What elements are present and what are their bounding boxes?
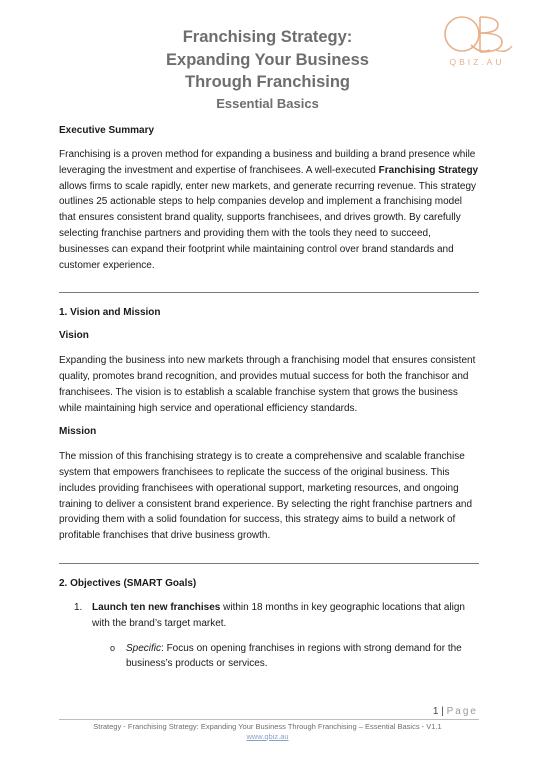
mission-heading: Mission xyxy=(59,426,97,438)
mission-paragraph: The mission of this franchising strategy is to create a comprehensive and scalable franchise system that empowers franchisees to replicate the success of the original business. This includes providing franchisees with operational support, marketing resources, and ongoing training to deliver a consistent brand experience. By selecting the right franchise partners and providing them with a solid foundation for success, this strategy aims to build a network of profitable franchises that drive business growth. xyxy=(59,451,473,542)
page-separator: | xyxy=(438,706,447,717)
sub-item-text: : Focus on opening franchises in regions with strong demand for the business’s products or services. xyxy=(126,642,462,670)
page-word: Page xyxy=(446,706,478,717)
list-item xyxy=(74,600,479,632)
list-item-text: within 18 months in key geographic locations that align with the brand’s target market. xyxy=(92,601,465,629)
summary-text-start: Franchising is a proven method for expanding a business and building a brand presence while leveraging the investment and expertise of franchisees. A well-executed xyxy=(59,149,476,176)
footer-text: Strategy - Franchising Strategy: Expanding Your Business Through Franchising – Essential Basics - V1.1 xyxy=(93,722,442,731)
document-title-line-2: Expanding Your Business xyxy=(166,50,369,69)
qbiz-logo xyxy=(440,12,514,72)
footer-divider xyxy=(59,719,479,720)
section-divider xyxy=(59,563,479,564)
document-title-line-1: Franchising Strategy: xyxy=(182,28,353,46)
vision-paragraph: Expanding the business into new markets through a franchising model that ensures consistent quality, promotes brand recognition, and provides mutual success for both the franchisor and franchisees. The vision is to establish a scalable franchise system that grows the business while maintaining high service and operational efficiency standards. xyxy=(59,355,476,414)
document-body xyxy=(59,124,479,672)
summary-bold-term: Franchising Strategy xyxy=(378,164,479,176)
document-title-line-3: Through Franchising xyxy=(185,73,350,91)
qb-logo-icon xyxy=(440,12,514,58)
page-number xyxy=(433,706,478,717)
executive-summary-paragraph xyxy=(59,147,479,273)
document-subtitle: Essential Basics xyxy=(216,95,319,111)
summary-text-end: allows firms to scale rapidly, enter new markets, and generate recurring revenue. This strategy outlines 25 actionable steps to help companies develop and implement a franchising model that ensures consistent brand quality, supports franchisees, and drives growth. By carefully selecting franchise partners and providing them with the tools they need to succeed, businesses can expand their footprint while maintaining control over brand standards and customer experience. xyxy=(59,180,477,271)
vision-heading: Vision xyxy=(59,330,89,342)
vision-mission-heading: 1. Vision and Mission xyxy=(59,307,161,319)
logo-tagline: QBIZ.AU xyxy=(449,57,505,67)
section-divider xyxy=(59,292,479,293)
list-item-number: 1. xyxy=(74,601,83,613)
sub-list-item xyxy=(92,641,479,673)
sub-item-label: Specific xyxy=(126,642,162,654)
objectives-heading: 2. Objectives (SMART Goals) xyxy=(59,577,197,589)
objectives-list xyxy=(59,600,479,672)
footer-link[interactable]: www.qbiz.au xyxy=(246,732,289,741)
executive-summary-heading: Executive Summary xyxy=(59,125,155,136)
hollow-bullet-icon: o xyxy=(110,642,116,653)
list-item-bold: Launch ten new franchises xyxy=(92,601,221,613)
page-number-value: 1 xyxy=(432,706,439,717)
